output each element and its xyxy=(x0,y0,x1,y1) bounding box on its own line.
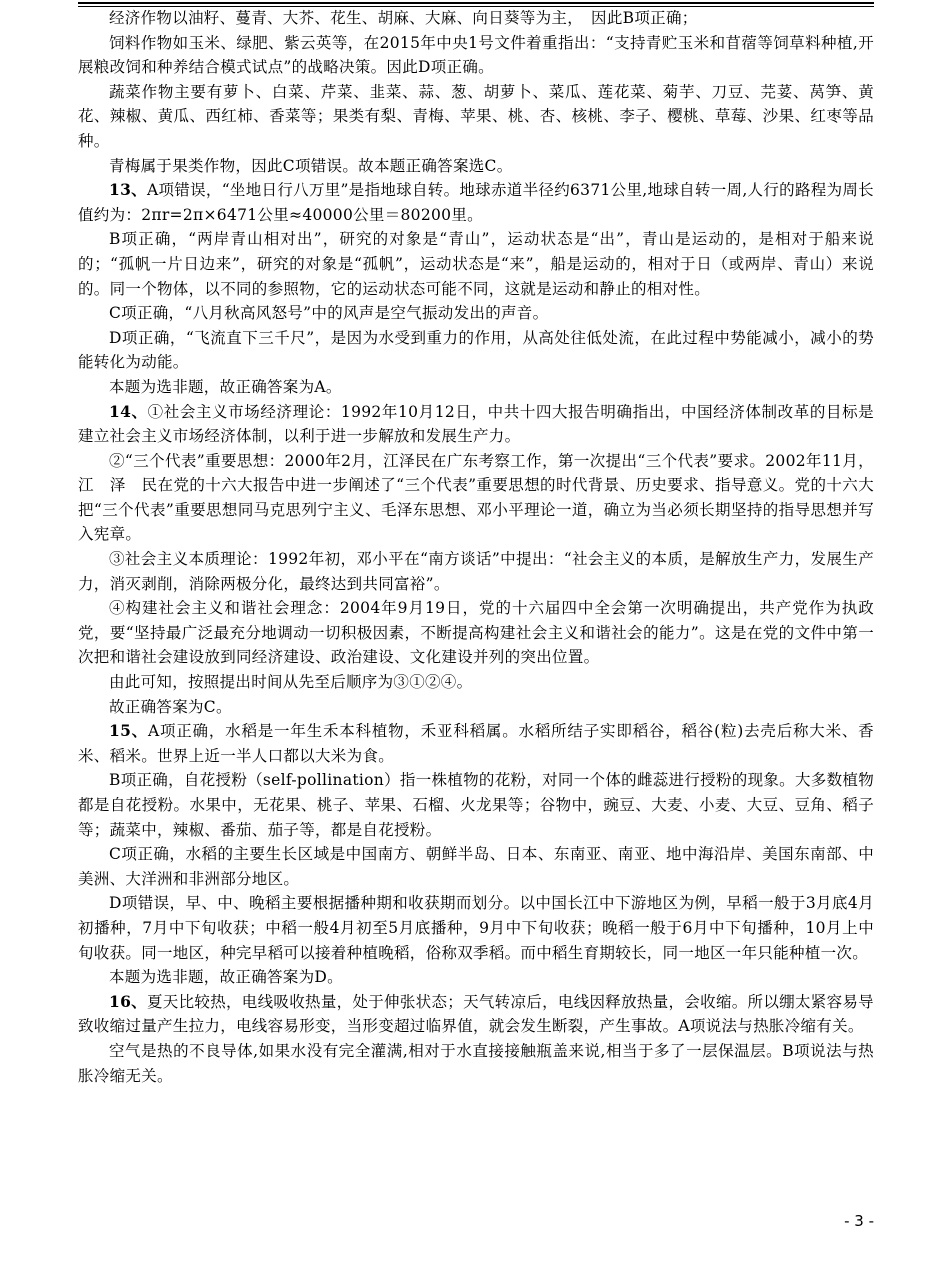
document-body xyxy=(78,6,874,1088)
paragraph xyxy=(78,1039,874,1088)
paragraph-text: ②“三个代表”重要思想：2000年2月，江泽民在广东考察工作，第一次提出“三个代表”要求。2002年11月，江 泽 民在党的十六大报告中进一步阐述了“三个代表”重要思想的时代背景、历史要求、指导意义。党的十六大把“三个代表”重要思想同马克思列宁主义、毛泽东思想、邓小平理论一道，确立为当必须长期坚持的指导思想并写入宪章。 xyxy=(78,451,874,544)
paragraph xyxy=(78,326,874,375)
paragraph xyxy=(78,695,874,720)
paragraph-text: ③社会主义本质理论：1992年初，邓小平在“南方谈话”中提出：“社会主义的本质，是解放生产力，发展生产力，消灭剥削，消除两极分化，最终达到共同富裕”。 xyxy=(78,550,874,593)
question-number: 13、 xyxy=(109,180,147,200)
paragraph-text: 由此可知，按照提出时间从先至后顺序为③①②④。 xyxy=(109,673,473,692)
question-number: 15、 xyxy=(109,721,148,741)
paragraph-text: 青梅属于果类作物，因此C项错误。故本题正确答案选C。 xyxy=(109,156,513,175)
paragraph xyxy=(78,768,874,842)
paragraph xyxy=(78,227,874,301)
paragraph xyxy=(78,6,874,31)
question-number: 14、 xyxy=(109,401,148,421)
paragraph-text: B项正确，“两岸青山相对出”，研究的对象是“青山”，运动状态是“出”，青山是运动的，是相对于船来说的；“孤帆一片日边来”，研究的对象是“孤帆”，运动状态是“来”，船是运动的，相对于日（或两岸、青山）来说的。同一个物体，以不同的参照物，它的运动状态可能不同，这就是运动和静止的相对性。 xyxy=(78,230,874,298)
paragraph xyxy=(78,400,874,449)
header-rule-thick xyxy=(78,2,874,4)
paragraph xyxy=(78,891,874,965)
paragraph-text: ④构建社会主义和谐社会理念：2004年9月19日，党的十六届四中全会第一次明确提出，共产党作为执政党，要“坚持最广泛最充分地调动一切积极因素，不断提高构建社会主义和谐社会的能力”。这是在党的文件中第一次把和谐社会建设放到同经济建设、政治建设、文化建设并列的突出位置。 xyxy=(78,599,874,667)
paragraph xyxy=(78,31,874,80)
paragraph-text: 空气是热的不良导体,如果水没有完全灌满,相对于水直接接触瓶盖来说,相当于多了一层保温层。B项说法与热胀冷缩无关。 xyxy=(78,1041,874,1085)
paragraph-text: ①社会主义市场经济理论：1992年10月12日，中共十四大报告明确指出，中国经济体制改革的目标是建立社会主义市场经济体制，以利于进一步解放和发展生产力。 xyxy=(78,402,874,446)
paragraph-text: D项错误，早、中、晚稻主要根据播种期和收获期而划分。以中国长江中下游地区为例，早稻一般于3月底4月初播种，7月中下旬收获；中稻一般4月初至5月底播种，9月中下旬收获；晚稻一般于6月中下旬播种，10月上中旬收获。同一地区，种完早稻可以接着种植晚稻，俗称双季稻。而中稻生育期较长，同一地区一年只能种植一次。 xyxy=(78,894,874,962)
paragraph-text: A项错误，“坐地日行八万里”是指地球自转。地球赤道半径约6371公里,地球自转一周,人行的路程为周长值约为：2πr=2π×6471公里≈40000公里＝80200里。 xyxy=(78,181,874,224)
paragraph xyxy=(78,375,874,400)
paragraph xyxy=(78,596,874,670)
paragraph-text: B项正确，自花授粉（self-pollination）指一株植物的花粉，对同一个体的雌蕊进行授粉的现象。大多数植物都是自花授粉。水果中，无花果、桃子、苹果、石榴、火龙果等；谷物中，豌豆、大麦、小麦、大豆、豆角、稻子等；蔬菜中，辣椒、番茄、茄子等，都是自花授粉。 xyxy=(78,771,874,839)
paragraph xyxy=(78,449,874,547)
paragraph xyxy=(78,719,874,768)
paragraph-text: 本题为选非题，故正确答案为D。 xyxy=(109,968,343,987)
paragraph xyxy=(78,154,874,179)
paragraph xyxy=(78,547,874,596)
paragraph xyxy=(78,842,874,891)
paragraph-text: C项正确，“八月秋高风怒号”中的风声是空气振动发出的声音。 xyxy=(109,304,549,323)
paragraph-text: C项正确，水稻的主要生长区域是中国南方、朝鲜半岛、日本、东南亚、南亚、地中海沿岸、美国东南部、中美洲、大洋洲和非洲部分地区。 xyxy=(78,845,874,888)
paragraph-text: D项正确，“飞流直下三千尺”，是因为水受到重力的作用，从高处往低处流，在此过程中势能减小，减小的势能转化为动能。 xyxy=(78,328,874,372)
paragraph-text: A项正确，水稻是一年生禾本科植物，禾亚科稻属。水稻所结子实即稻谷，稻谷(粒)去壳后称大米、香米、稻米。世界上近一半人口都以大米为食。 xyxy=(78,722,874,765)
paragraph xyxy=(78,178,874,227)
paragraph-text: 本题为选非题，故正确答案为A。 xyxy=(109,377,342,396)
paragraph-text: 饲料作物如玉米、绿肥、紫云英等，在2015年中央1号文件着重指出：“支持青贮玉米和苜蓿等饲草料种植,开展粮改饲和种养结合模式试点”的战略决策。因此D项正确。 xyxy=(78,33,874,77)
page-number: - 3 - xyxy=(844,1212,874,1230)
question-number: 16、 xyxy=(109,991,147,1011)
paragraph-text: 经济作物以油籽、蔓青、大芥、花生、胡麻、大麻、向日葵等为主， 因此B项正确； xyxy=(109,9,698,27)
paragraph xyxy=(78,80,874,154)
paragraph xyxy=(78,301,874,326)
paragraph-text: 蔬菜作物主要有萝卜、白菜、芹菜、韭菜、蒜、葱、胡萝卜、菜瓜、莲花菜、菊芋、刀豆、芫荽、莴笋、黄花、辣椒、黄瓜、西红柿、香菜等；果类有梨、青梅、苹果、桃、杏、核桃、李子、樱桃、草莓、沙果、红枣等品种。 xyxy=(78,82,874,150)
paragraph xyxy=(78,965,874,990)
paragraph-text: 故正确答案为C。 xyxy=(109,697,232,716)
paragraph-text: 夏天比较热，电线吸收热量，处于伸张状态；天气转凉后，电线因释放热量，会收缩。所以绷太紧容易导致收缩过量产生拉力，电线容易形变，当形变超过临界值，就会发生断裂，产生事故。A项说法与热胀冷缩有关。 xyxy=(78,992,874,1036)
paragraph xyxy=(78,670,874,695)
paragraph xyxy=(78,990,874,1039)
